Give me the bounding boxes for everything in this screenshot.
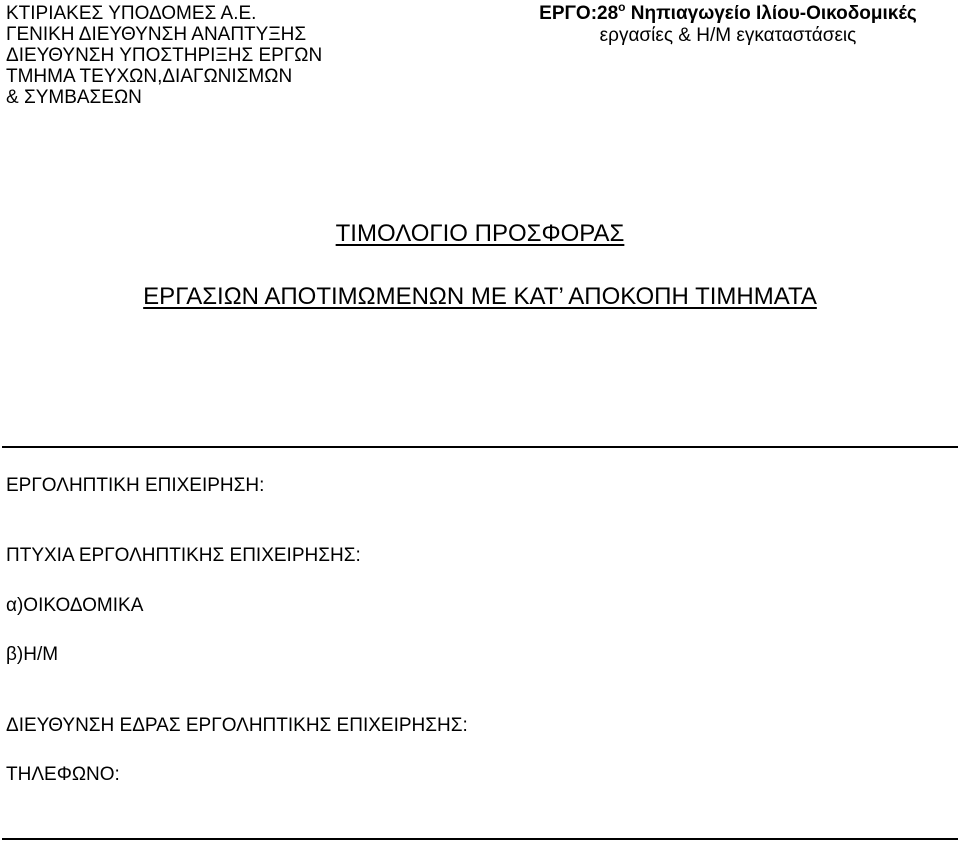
org-line-department: ΤΜΗΜΑ ΤΕΥΧΩΝ,ΔΙΑΓΩΝΙΣΜΩΝ [6, 66, 293, 87]
project-name-line1: Νηπιαγωγείο Ιλίου-Οικοδομικές [625, 3, 917, 24]
bottom-divider [2, 838, 958, 840]
project-prefix: ΕΡΓΟ:28 [539, 3, 619, 24]
document-subtitle-text: ΕΡΓΑΣΙΩΝ ΑΠΟΤΙΜΩΜΕΝΩΝ ΜΕ ΚΑΤ’ ΑΠΟΚΟΠΗ ΤΙΜΗΜΑΤΑ [143, 283, 817, 310]
degree-b-label: β)Η/Μ [6, 644, 59, 665]
document-title-text: ΤΙΜΟΛΟΓΙΟ ΠΡΟΣΦΟΡΑΣ [335, 220, 625, 247]
top-divider [2, 446, 958, 448]
document-title [0, 220, 960, 248]
project-line-1 [539, 0, 917, 24]
org-line-general-directorate: ΓΕΝΙΚΗ ΔΙΕΥΘΥΝΣΗ ΑΝΑΠΤΥΞΗΣ [6, 24, 307, 45]
project-superscript: ο [618, 0, 626, 14]
degrees-label: ΠΤΥΧΙΑ ΕΡΓΟΛΗΠΤΙΚΗΣ ΕΠΙΧΕΙΡΗΣΗΣ: [6, 545, 361, 566]
project-header [516, 0, 940, 47]
project-name-line2: εργασίες & Η/Μ εγκαταστάσεις [599, 25, 857, 46]
degree-a-label: α)ΟΙΚΟΔΟΜΙΚΑ [6, 595, 144, 616]
phone-label: ΤΗΛΕΦΩΝΟ: [6, 764, 120, 785]
organization-header [6, 3, 322, 108]
org-line-directorate: ΔΙΕΥΘΥΝΣΗ ΥΠΟΣΤΗΡΙΞΗΣ ΕΡΓΩΝ [6, 45, 323, 66]
org-line-department-cont: & ΣΥΜΒΑΣΕΩΝ [6, 87, 142, 108]
address-label: ΔΙΕΥΘΥΝΣΗ ΕΔΡΑΣ ΕΡΓΟΛΗΠΤΙΚΗΣ ΕΠΙΧΕΙΡΗΣΗΣ: [6, 715, 468, 736]
org-line-company: ΚΤΙΡΙΑΚΕΣ ΥΠΟΔΟΜΕΣ Α.Ε. [6, 3, 257, 24]
document-subtitle [0, 283, 960, 311]
contractor-label: ΕΡΓΟΛΗΠΤΙΚΗ ΕΠΙΧΕΙΡΗΣΗ: [6, 475, 265, 496]
